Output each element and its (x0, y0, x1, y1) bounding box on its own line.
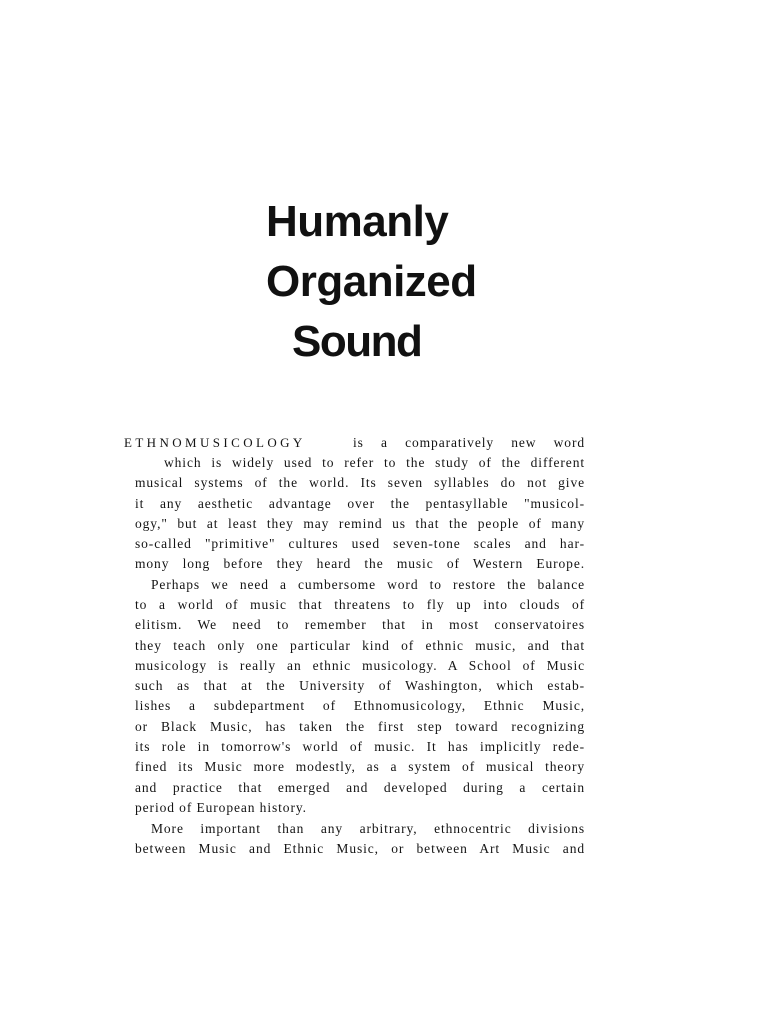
lead-word: ETHNOMUSICOLOGY (124, 435, 306, 450)
text-line: or Black Music, has taken the first step toward recognizing (135, 719, 585, 734)
text-line: period of European history. (135, 800, 307, 815)
text-line: elitism. We need to remember that in most conservatoires (135, 617, 585, 632)
text-line: musical systems of the world. Its seven syllables do not give (135, 475, 585, 490)
text-line: its role in tomorrow's world of music. It has implicitly rede- (135, 739, 585, 754)
text-line: to a world of music that threatens to fly up into clouds of (135, 597, 585, 612)
text-line: and practice that emerged and developed during a certain (135, 780, 585, 795)
chapter-title-line-1: Humanly (266, 197, 449, 246)
text-line: between Music and Ethnic Music, or between Art Music and (135, 841, 585, 856)
text-line: so-called "primitive" cultures used seven-tone scales and har- (135, 536, 585, 551)
text-line: Perhaps we need a cumbersome word to restore the balance (151, 577, 585, 592)
text-line: musicology is really an ethnic musicology. A School of Music (135, 658, 585, 673)
text-line: which is widely used to refer to the study of the different (164, 455, 585, 470)
text-line (124, 433, 585, 453)
text-line: it any aesthetic advantage over the pentasyllable "musicol- (135, 496, 585, 511)
text-line: lishes a subdepartment of Ethnomusicology, Ethnic Music, (135, 698, 585, 713)
lead-line-rest: is a comparatively new word (352, 435, 586, 450)
text-line: such as that at the University of Washington, which estab- (135, 678, 585, 693)
text-line: ogy," but at least they may remind us that the people of many (135, 516, 585, 531)
text-line: mony long before they heard the music of Western Europe. (135, 556, 585, 571)
chapter-title-line-3: Sound (292, 317, 422, 366)
chapter-title-line-2: Organized (266, 257, 477, 306)
text-line: fined its Music more modestly, as a system of musical theory (135, 759, 585, 774)
text-line: More important than any arbitrary, ethnocentric divisions (151, 821, 585, 836)
text-line: they teach only one particular kind of ethnic music, and that (135, 638, 585, 653)
